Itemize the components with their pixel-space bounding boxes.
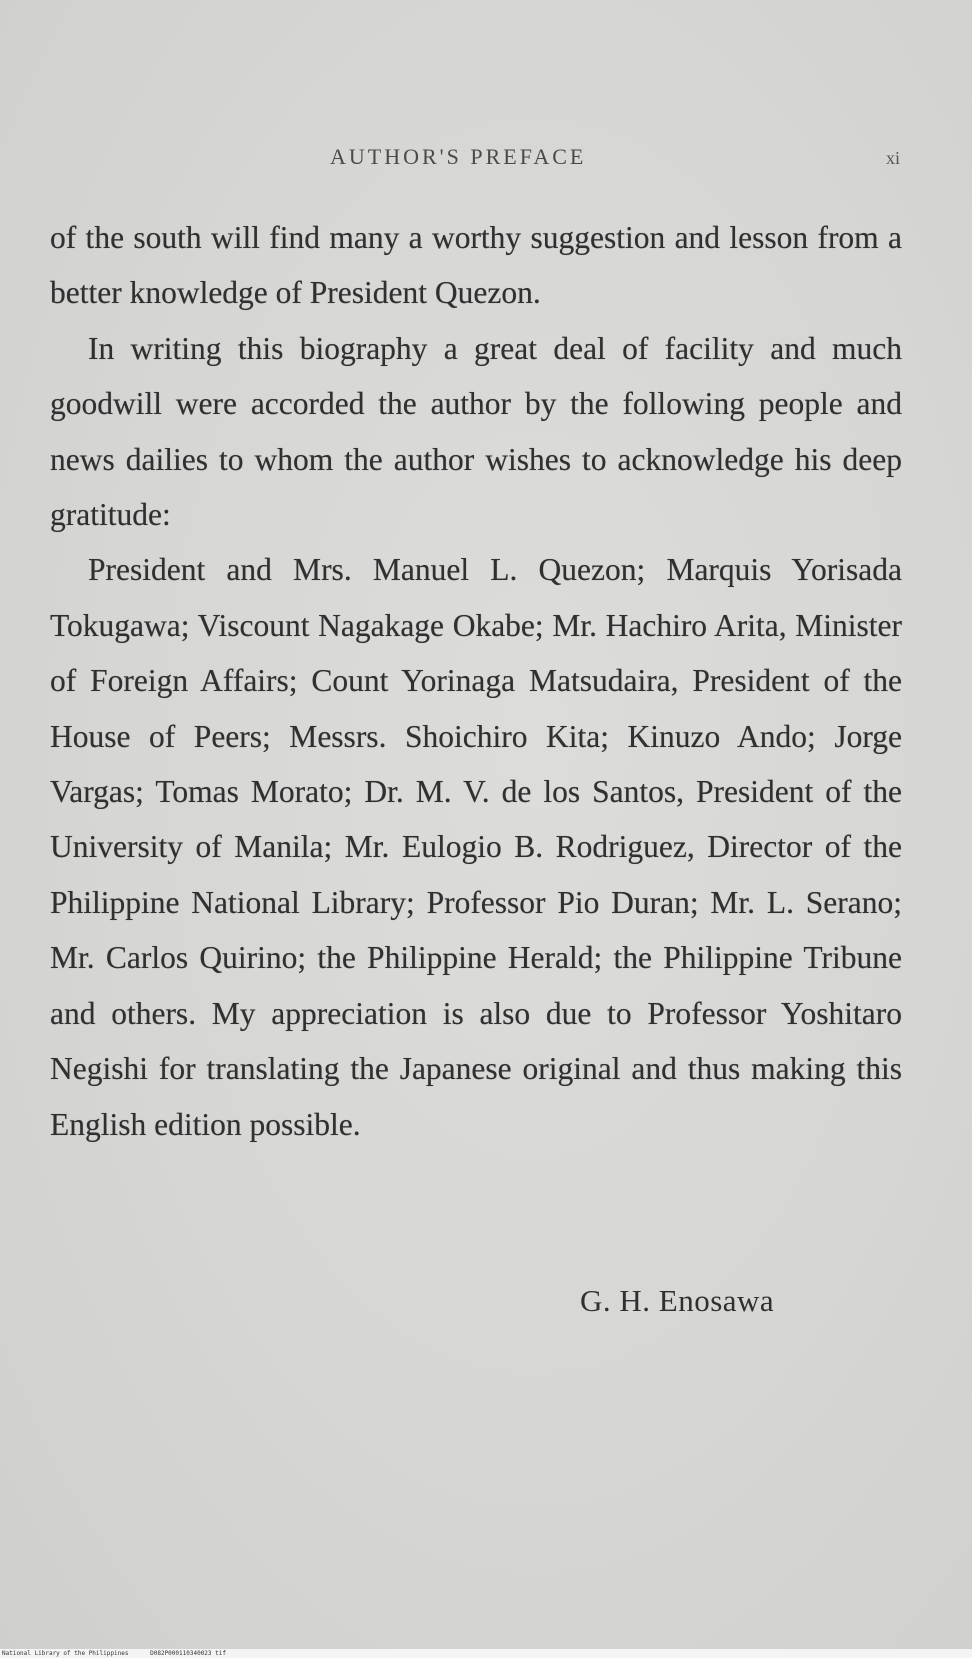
footer-source [2, 1649, 226, 1658]
footer-file-id: D082P000110340023 tif [150, 1650, 226, 1657]
author-signature: G. H. Enosawa [580, 1283, 775, 1318]
footer-source-name: National Library of the Philippines [2, 1650, 129, 1657]
scan-footer [0, 1649, 972, 1658]
running-title: AUTHOR'S PREFACE [330, 144, 587, 169]
paragraph-continuation: of the south will find many a worthy suggestion and lesson from a better knowledge of President Quezon. [50, 220, 902, 311]
paragraph-acknowledgement: In writing this biography a great deal of facility and much goodwill were accorded the author by the following people and news dailies to whom the author wishes to acknowledge his deep gratitude: [50, 330, 902, 533]
running-head [0, 140, 972, 180]
paragraph-names: President and Mrs. Manuel L. Quezon; Marquis Yorisada Tokugawa; Viscount Nagakage Okabe; Mr. Hachiro Arita, Minister of Foreign Affairs; Count Yorinaga Matsudaira, President of the House of Peers; Messrs. Shoichiro Kita; Kinuzo Ando; Jorge Vargas; Tomas Morato; Dr. M. V. de los Santos, President of the University of Manila; Mr. Eulogio B. Rodriguez, Director of the Philippine National Library; Professor Pio Duran; Mr. L. Serano; Mr. Carlos Quirino; the Philippine Herald; the Philippine Tribune and others. My appreciation is also due to Professor Yoshitaro Negishi for translating the Japanese original and thus making this English edition possible. [50, 552, 902, 1142]
page-number: xi [886, 148, 901, 168]
body-text [50, 210, 902, 1152]
